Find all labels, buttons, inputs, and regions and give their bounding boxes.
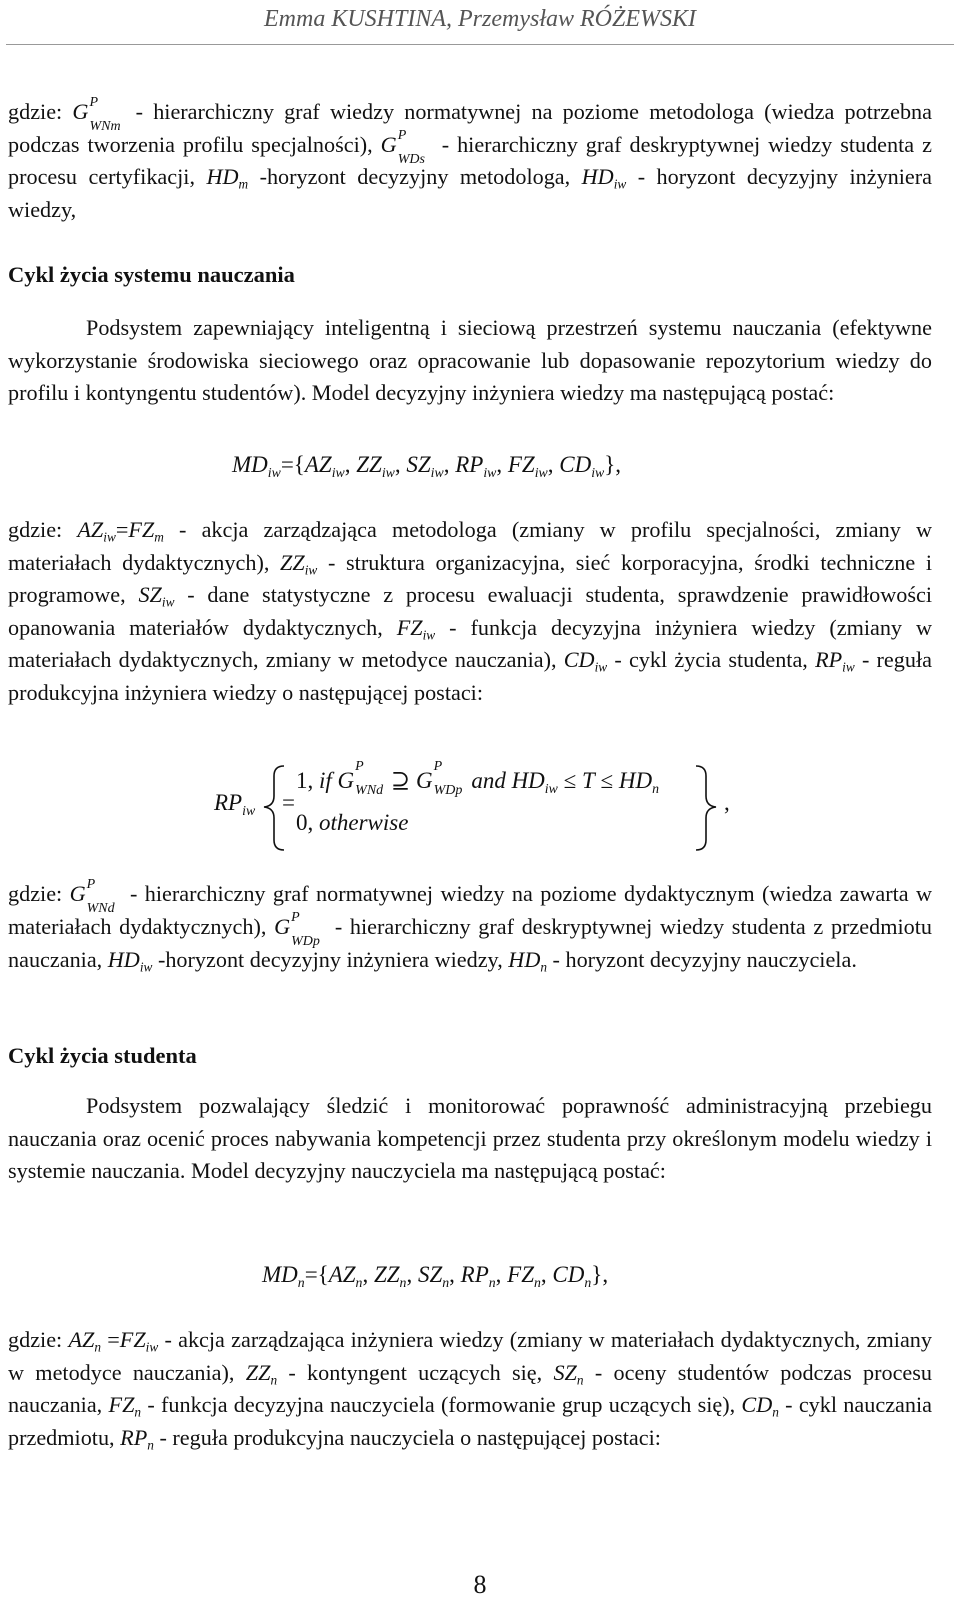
gdzie-label: gdzie:: [8, 99, 63, 124]
symbol-rp-n: $RP_n$: [120, 1424, 154, 1453]
case-one: 1, if G P WNd ⊇ G P WDp and $HD_{iw} \le T \le HD_n$: [296, 759, 660, 798]
paragraph-podsystem-systemu: Podsystem zapewniający inteligentną i sieciową przestrzeń systemu nauczania (efektywne wykorzystanie środowiska sieciowego oraz opracowanie lub dopasowanie repozytorium wiedzy do profilu i kontyngentu studentów). Model decyzyjny inżyniera wiedzy ma następującą postać:: [8, 315, 932, 405]
symbol-g-wnm: G P WNm: [72, 95, 121, 134]
symbol-az-n: $AZ_n$: [68, 1327, 102, 1355]
case-two: 0, otherwise: [296, 810, 409, 835]
page-number: 8: [473, 1570, 487, 1599]
symbol-zz-n: $ZZ_n$: [245, 1359, 278, 1388]
paragraph-graf-metodologa: gdzie: G P WNm - hierarchiczny graf wiedzy normatywnej na poziome metodologa (wiedza potrzebna podczas tworzenia profilu specjalności), G P WDs - hierarchiczny graf deskryptywnej wiedzy studenta z procesu certyfikacji, $HD_m$ -horyzont decyzyjny metodologa, $HD_{iw}$ - horyzont decyzyjny inżyniera wiedzy,: [8, 95, 933, 222]
symbol-g-wdp: G P WDp: [415, 759, 463, 798]
section-heading-system: Cykl życia systemu nauczania: [8, 262, 295, 287]
symbol-fz-iw: $FZ_{iw}$: [396, 614, 436, 643]
running-head: Emma KUSHTINA, Przemysław RÓŻEWSKI: [264, 6, 696, 32]
symbol-az-iw: $AZ_{iw}$: [77, 517, 116, 545]
symbol-fz-m: $FZ_m$: [128, 517, 164, 545]
formula-md-iw: $MD_{iw}=\{AZ_{iw}$, $ZZ_{iw}$, $SZ_{iw}$, $RP_{iw}$, $FZ_{iw}$, $CD_{iw}$},: [232, 452, 622, 480]
symbol-cd-n: $CD_n$: [741, 1392, 779, 1420]
formula-rp-piecewise: [200, 759, 760, 852]
paragraph-definitions-n: gdzie: $AZ_n =FZ_{iw}$ - akcja zarządzająca inżyniera wiedzy (zmiany w materiałach dydaktycznych, zmiany w metodyce nauczania), $ZZ_n$ - kontyngent uczących się, $SZ_n$ - oceny studentów podczas procesu nauczania, $FZ_n$ - funkcja decyzyjna nauczyciela (formowanie grup uczących się), $CD_n$ - cykl nauczania przedmiotu, $RP_n$ - reguła produkcyjna nauczyciela o następującej postaci:: [8, 1327, 932, 1453]
symbol-hd-n: $HD_n$: [508, 947, 547, 975]
paragraph-podsystem-studenta: Podsystem pozwalający śledzić i monitorować poprawność administracyjną przebiegu nauczania oraz ocenić proces nabywania kompetencji przez studenta przy określonym modelu wiedzy i systemie nauczania. Model decyzyjny nauczyciela ma następującą postać:: [8, 1093, 932, 1183]
symbol-hd-iw: $HD_{iw}$: [581, 164, 627, 192]
symbol-fz-n: $FZ_n$: [108, 1392, 142, 1420]
symbol-sz-n: $SZ_n$: [553, 1359, 584, 1388]
symbol-sz-iw: $SZ_{iw}$: [138, 582, 175, 610]
rp-lhs: $RP_{iw}$: [214, 790, 256, 818]
right-brace: [696, 766, 716, 850]
paragraph-graf-dydaktyczny: gdzie: G P WNd - hierarchiczny graf normatywnej wiedzy na poziome dydaktycznym (wiedza zawarta w materiałach dydaktycznych), G P WDp - hierarchiczny graf deskryptywnej wiedzy studenta z przedmiotu nauczania, $HD_{iw}$ -horyzont decyzyjny inżyniera wiedzy, $HD_n$ - horyzont decyzyjny nauczyciela.: [8, 877, 933, 975]
paragraph-definitions-iw: gdzie: $AZ_{iw}=FZ_m$ - akcja zarządzająca metodologa (zmiany w profilu specjalności, zmiany w materiałach dydaktycznych), $ZZ_{iw}$ - struktura organizacyjna, sieć korporacyjna, środki techniczne i programowe, $SZ_{iw}$ - dane statystyczne z procesu ewaluacji studenta, sprawdzenie prawidłowości opanowania materiałów dydaktycznych, $FZ_{iw}$ - funkcja decyzyjna inżyniera wiedzy (zmiany w materiałach dydaktycznych, zmiany w metodyce nauczania), $CD_{iw}$ - cykl życia studenta, $RP_{iw}$ - reguła produkcyjna inżyniera wiedzy o następującej postaci:: [8, 517, 933, 705]
symbol-hd-iw-rule: $HD_{iw}$: [511, 768, 558, 796]
header-rule: [6, 44, 954, 45]
symbol-zz-iw: $ZZ_{iw}$: [280, 549, 318, 578]
equals-sign: =: [282, 790, 295, 815]
symbol-g-wnd-2: G P WNd: [69, 877, 115, 916]
symbol-hd-iw-2: $HD_{iw}$: [107, 947, 153, 975]
symbol-fz-iw-2: $FZ_{iw}$: [119, 1327, 159, 1355]
left-brace: [264, 766, 284, 850]
symbol-hd-m: $HD_m$: [206, 164, 249, 192]
formula-md-n: $MD_n=\{AZ_n$, $ZZ_n$, $SZ_n$, $RP_n$, $FZ_n$, $CD_n$},: [262, 1262, 609, 1290]
symbol-g-wdp-2: G P WDp: [274, 910, 320, 949]
symbol-g-wnd: G P WNd: [337, 759, 384, 798]
symbol-g-wds: G P WDs: [380, 127, 425, 167]
trailing-comma: ,: [724, 790, 730, 815]
symbol-rp-iw: $RP_{iw}$: [815, 647, 855, 675]
symbol-hd-n-rule: $HD_n$: [618, 768, 660, 796]
symbol-cd-iw: $CD_{iw}$: [563, 647, 608, 675]
section-heading-student: Cykl życia studenta: [8, 1043, 197, 1068]
